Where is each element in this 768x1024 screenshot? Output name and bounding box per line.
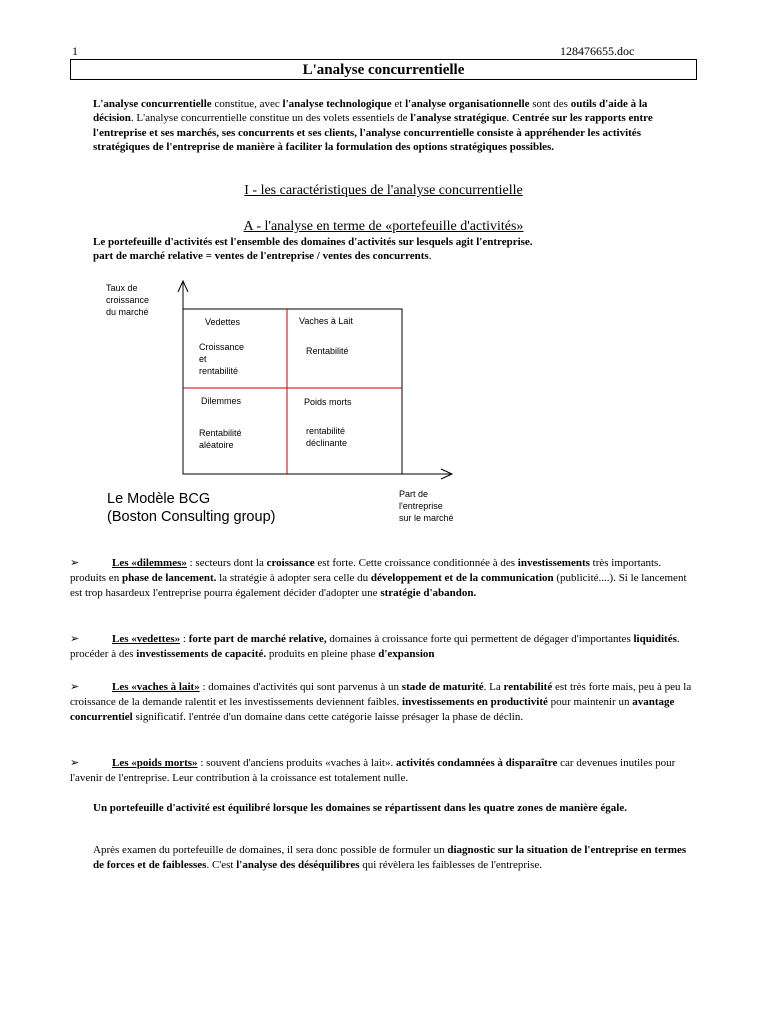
x-axis-label-line: l'entreprise [399, 501, 443, 511]
intro-paragraph [93, 97, 675, 155]
intro-bold: l'analyse stratégique [410, 112, 507, 125]
quadrant-desc-line: Croissance [199, 342, 245, 352]
definition-market-share-end: . [428, 250, 432, 263]
intro-text: sont des [529, 98, 571, 110]
definitions [93, 235, 693, 264]
bullet-bold: phase de lancement. [121, 571, 217, 584]
bullet-arrow-icon: ➢ [70, 757, 80, 769]
y-axis-label [106, 282, 149, 318]
bullet-poids-morts [70, 756, 695, 786]
bullet-bold: investissements en productivité [402, 695, 548, 708]
y-axis-label-line: Taux de [106, 283, 138, 293]
x-axis-label [399, 488, 454, 524]
bullet-text: très importants. produits en [70, 557, 662, 584]
bullet-text: : domaines d'activités qui sont parvenus à un [199, 681, 402, 693]
bullet-text: la stratégie à adopter sera celle du [216, 571, 371, 584]
bullet-bold: activités condamnées à disparaître [395, 757, 558, 769]
quadrant-vedettes-title: Vedettes [205, 317, 241, 327]
bullet-text: domaines à croissance forte qui permettent de dégager d'importantes [326, 633, 634, 645]
bullet-bold: développement et de la communication [370, 571, 554, 584]
bullet-bold: investissements de capacité. [136, 647, 267, 660]
bullet-text: est très forte mais, peu à peu la croissance de la demande ralentit et les investissements deviennent faibles. [70, 681, 692, 708]
intro-text: . [506, 112, 512, 125]
bullet-vaches [70, 680, 695, 724]
quadrant-vaches-desc: Rentabilité [306, 346, 349, 356]
quadrant-vedettes-desc [199, 341, 244, 377]
bullet-bold: stade de maturité [401, 681, 484, 693]
intro-bold: L'analyse concurrentielle [93, 98, 212, 110]
intro-text: et [391, 98, 406, 110]
intro-bold: l'analyse technologique [282, 98, 392, 110]
bullet-arrow-icon: ➢ [70, 681, 80, 693]
intro-text: constitue, avec [211, 98, 283, 110]
bullet-bold: investissements [517, 557, 590, 569]
bullet-label: Les «dilemmes» [112, 557, 187, 569]
closing-text: . C'est [206, 858, 237, 871]
intro-bold: l'analyse organisationnelle [405, 98, 530, 110]
closing-text: Après examen du portefeuille de domaines, il sera donc possible de formuler un [93, 844, 448, 856]
page-number: 1 [72, 44, 78, 58]
quadrant-poids-desc [306, 425, 347, 449]
bullet-text: . La [483, 681, 504, 693]
closing-bold: diagnostic sur la situation de l'entreprise en termes de forces et de faiblesses [93, 844, 687, 871]
bullet-text: car devenues inutiles pour l'avenir de l'entreprise. Leur contribution à la croissance est totalement nulle. [70, 757, 676, 784]
x-axis-label-line: sur le marché [399, 513, 454, 523]
quadrant-desc-line: aléatoire [199, 440, 234, 450]
bullet-label: Les «poids morts» [112, 757, 198, 769]
bullet-arrow-icon: ➢ [70, 557, 80, 569]
bullet-bold: forte part de marché relative, [188, 633, 327, 645]
closing-bold: l'analyse des déséquilibres [236, 858, 360, 871]
bullet-text: : [180, 633, 189, 645]
bullet-dilemmes [70, 556, 695, 600]
bcg-model-caption-line: Le Modèle BCG [107, 491, 211, 507]
document-filename: 128476655.doc [560, 44, 635, 58]
closing-paragraph-1: Un portefeuille d'activité est équilibré lorsque les domaines se répartissent dans les quatre zones de manière égale. [93, 802, 627, 814]
bcg-model-caption [107, 490, 275, 526]
quadrant-poids-title: Poids morts [304, 397, 352, 407]
y-axis-label-line: croissance [106, 295, 150, 305]
bullet-bold: avantage concurrentiel [70, 695, 675, 723]
quadrant-vaches-title: Vaches à Lait [299, 316, 353, 326]
quadrant-desc-line: Rentabilité [199, 428, 242, 438]
y-axis-label-line: du marché [106, 307, 149, 317]
bcg-model-caption-line: (Boston Consulting group) [107, 509, 276, 525]
bullet-text: produits en pleine phase [266, 647, 379, 660]
bullet-text: . procéder à des [70, 633, 680, 660]
intro-bold: outils d'aide à la décision [93, 98, 648, 125]
document-title: L'analyse concurrentielle [70, 59, 697, 80]
section-heading-1: I - les caractéristiques de l'analyse concurrentielle [244, 183, 523, 198]
bullet-bold: d'expansion [378, 647, 435, 660]
bullet-text: (publicité....). Si le lancement est trop hasardeux l'entreprise pourra également décider d'adopter une [70, 571, 687, 599]
section-heading-a: A - l'analyse en terme de «portefeuille d'activités» [243, 219, 524, 234]
bcg-matrix [90, 278, 490, 528]
bullet-arrow-icon: ➢ [70, 633, 80, 645]
quadrant-desc-line: et [199, 354, 207, 364]
bullet-label: Les «vedettes» [112, 633, 181, 645]
intro-text: . L'analyse concurrentielle constitue un des volets essentiels de [130, 112, 411, 125]
quadrant-desc-line: rentabilité [306, 426, 346, 436]
bullet-text: : secteurs dont la [186, 557, 267, 569]
quadrant-desc-line: déclinante [306, 438, 348, 448]
quadrant-dilemmes-title: Dilemmes [201, 396, 242, 406]
quadrant-desc-line: rentabilité [199, 366, 239, 376]
bullet-text: significatif. l'entrée d'un domaine dans cette catégorie laisse présager la phase de déclin. [132, 710, 524, 723]
closing-text: qui révèlera les faiblesses de l'entreprise. [359, 858, 542, 871]
definition-market-share-text: part de marché relative = ventes de l'entreprise / ventes des concurrents [93, 250, 429, 263]
quadrant-dilemmes-desc [199, 427, 242, 451]
bullet-bold: rentabilité [503, 681, 553, 693]
x-axis-label-line: Part de [399, 489, 429, 499]
bullet-text: est forte. Cette croissance conditionnée à des [314, 557, 518, 569]
bullet-bold: stratégie d'abandon. [380, 586, 477, 599]
bullet-bold: croissance [266, 557, 315, 569]
closing-paragraph-2 [93, 843, 693, 873]
definition-market-share [93, 249, 693, 263]
bullet-text: : souvent d'anciens produits «vaches à lait». [197, 757, 396, 769]
definition-portfolio: Le portefeuille d'activités est l'ensemble des domaines d'activités sur lesquels agit l'entreprise. [93, 236, 533, 248]
bullet-text: pour maintenir un [547, 695, 633, 708]
bullet-bold: liquidités [633, 633, 677, 645]
bullet-label: Les «vaches à lait» [112, 681, 200, 693]
intro-bold: Centrée sur les rapports entre l'entreprise et ses marchés, ses concurrents et ses clients, l'analyse concurrentielle consiste à appréhender les activités stratégiques de l'entreprise de manière à faciliter la formulation des options stratégiques possibles. [93, 112, 653, 154]
bullet-vedettes [70, 632, 695, 662]
